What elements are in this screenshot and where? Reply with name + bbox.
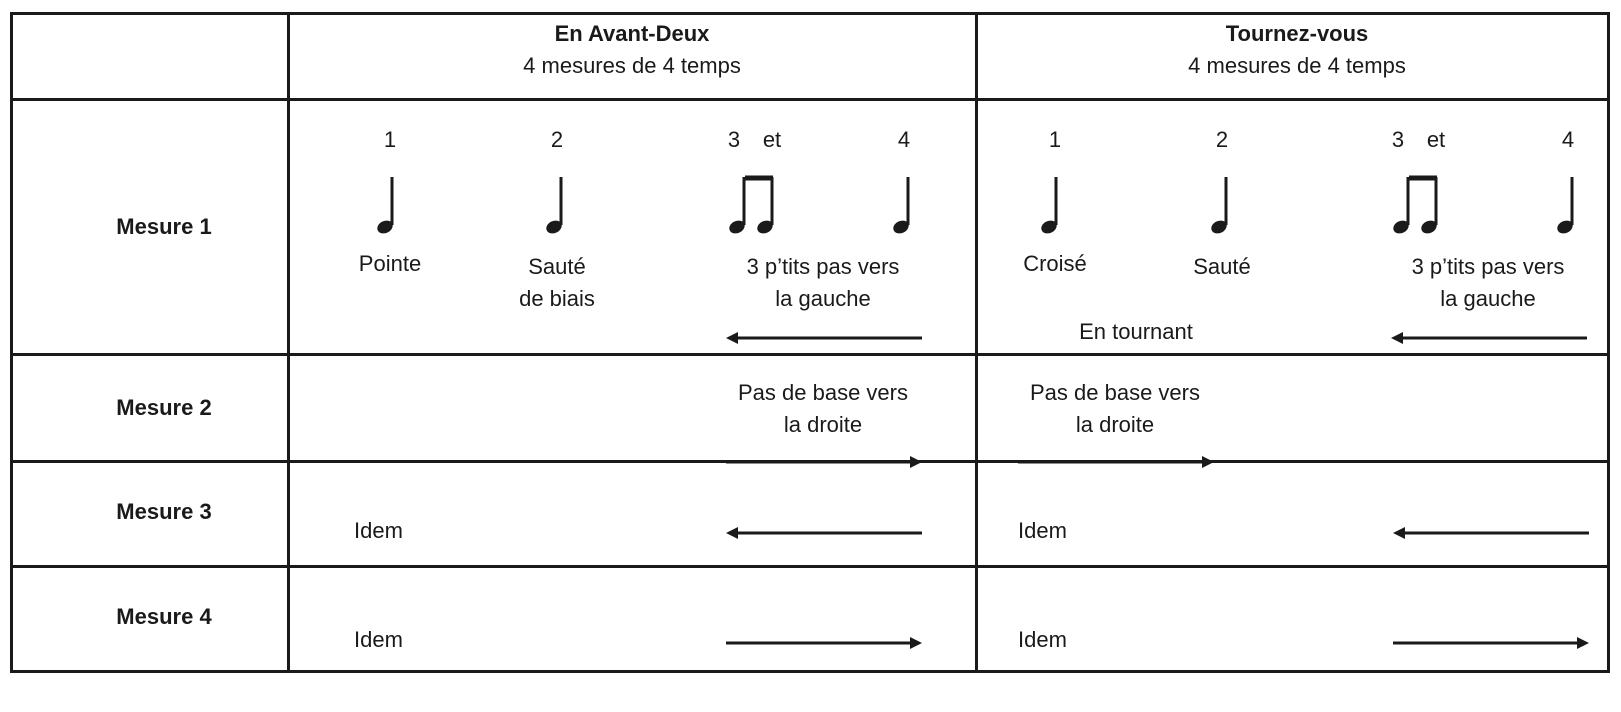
quarter-note-icon bbox=[1210, 175, 1232, 237]
column-title-en-avant-deux: En Avant-Deux bbox=[554, 21, 710, 46]
column-divider-1 bbox=[287, 12, 290, 673]
step-idem: Idem bbox=[1018, 518, 1067, 543]
step-saute-line1: Sauté bbox=[528, 254, 586, 279]
row-label-mesure-3: Mesure 3 bbox=[116, 499, 212, 524]
arrow-left-icon bbox=[1391, 331, 1587, 345]
table-border-top bbox=[10, 12, 1610, 15]
arrow-left-icon bbox=[726, 526, 922, 540]
row-divider-header bbox=[10, 98, 1610, 101]
beat-et: et bbox=[762, 127, 782, 152]
table-border-right bbox=[1607, 12, 1610, 673]
step-petits-pas-line1: 3 p’tits pas vers bbox=[1411, 254, 1565, 279]
arrow-right-icon bbox=[726, 636, 922, 650]
quarter-note-icon bbox=[1556, 175, 1578, 237]
table-border-bottom bbox=[10, 670, 1610, 673]
arrow-left-icon bbox=[1393, 526, 1589, 540]
step-pas-de-base-line2: la droite bbox=[1075, 412, 1155, 437]
beat-3: 3 bbox=[1391, 127, 1405, 152]
step-en-tournant: En tournant bbox=[1079, 319, 1193, 344]
step-idem: Idem bbox=[354, 627, 403, 652]
quarter-note-icon bbox=[376, 175, 398, 237]
step-pas-de-base-line2: la droite bbox=[783, 412, 863, 437]
beat-3: 3 bbox=[727, 127, 741, 152]
quarter-note-icon bbox=[1040, 175, 1062, 237]
column-divider-2 bbox=[975, 12, 978, 673]
step-petits-pas-line2: la gauche bbox=[775, 286, 871, 311]
beat-4: 4 bbox=[1561, 127, 1575, 152]
arrow-right-icon bbox=[1393, 636, 1589, 650]
column-subtitle-tournez-vous: 4 mesures de 4 temps bbox=[1188, 53, 1406, 78]
quarter-note-icon bbox=[545, 175, 567, 237]
beamed-eighth-notes-icon bbox=[1392, 175, 1442, 237]
column-subtitle-en-avant-deux: 4 mesures de 4 temps bbox=[523, 53, 741, 78]
step-petits-pas-line2: la gauche bbox=[1440, 286, 1536, 311]
table-border-left bbox=[10, 12, 13, 673]
row-label-mesure-1: Mesure 1 bbox=[116, 214, 212, 239]
step-petits-pas-line1: 3 p’tits pas vers bbox=[746, 254, 900, 279]
step-pas-de-base-line1: Pas de base vers bbox=[738, 380, 908, 405]
row-label-mesure-2: Mesure 2 bbox=[116, 395, 212, 420]
beat-et: et bbox=[1426, 127, 1446, 152]
arrow-right-icon bbox=[1018, 455, 1214, 469]
beamed-eighth-notes-icon bbox=[728, 175, 778, 237]
step-idem: Idem bbox=[354, 518, 403, 543]
beat-1: 1 bbox=[1048, 127, 1062, 152]
step-idem: Idem bbox=[1018, 627, 1067, 652]
beat-1: 1 bbox=[383, 127, 397, 152]
row-divider-3 bbox=[10, 565, 1610, 568]
step-croise: Croisé bbox=[1023, 251, 1087, 276]
row-divider-1 bbox=[10, 353, 1610, 356]
step-saute: Sauté bbox=[1193, 254, 1251, 279]
beat-2: 2 bbox=[550, 127, 564, 152]
arrow-left-icon bbox=[726, 331, 922, 345]
column-title-tournez-vous: Tournez-vous bbox=[1225, 21, 1369, 46]
row-label-mesure-4: Mesure 4 bbox=[116, 604, 212, 629]
quarter-note-icon bbox=[892, 175, 914, 237]
step-pas-de-base-line1: Pas de base vers bbox=[1030, 380, 1200, 405]
beat-4: 4 bbox=[897, 127, 911, 152]
step-pointe: Pointe bbox=[358, 251, 422, 276]
beat-2: 2 bbox=[1215, 127, 1229, 152]
step-saute-line2: de biais bbox=[519, 286, 595, 311]
arrow-right-icon bbox=[726, 455, 922, 469]
